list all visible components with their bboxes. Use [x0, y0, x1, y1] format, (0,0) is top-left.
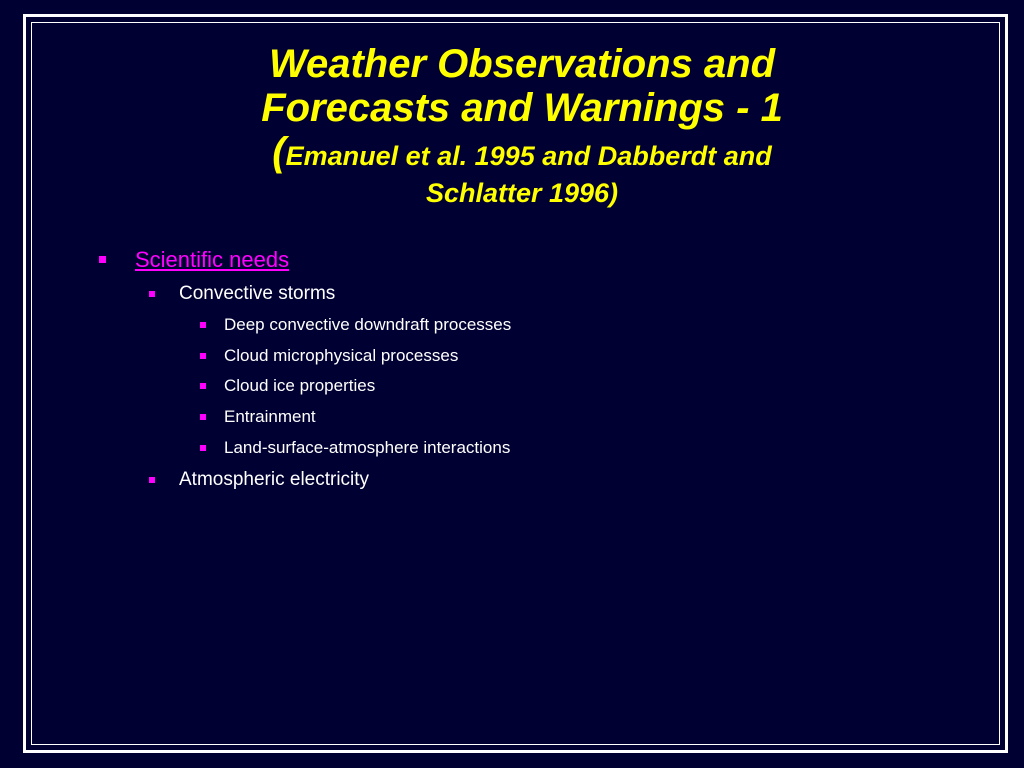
bullet-square-icon [99, 256, 106, 263]
bullet-square-icon [149, 477, 155, 483]
outline-subitem: Cloud microphysical processes [224, 346, 459, 365]
outline-subitem: Cloud ice properties [224, 376, 376, 395]
outline-item-convective-storms: Convective storms [179, 283, 336, 304]
title-line-1: Weather Observations and [268, 42, 776, 86]
bullet-square-icon [149, 291, 155, 297]
outline-subitem: Deep convective downdraft processes [224, 315, 512, 334]
section-link-scientific-needs[interactable]: Scientific needs [135, 247, 290, 272]
title-line-2: Forecasts and Warnings - 1 [261, 86, 783, 130]
subtitle-line-2: Schlatter 1996) [425, 178, 619, 208]
outline-subitem: Land-surface-atmosphere interactions [224, 438, 511, 457]
bullet-square-icon [200, 445, 206, 451]
bullet-square-icon [200, 353, 206, 359]
outline-item-atmospheric-electricity: Atmospheric electricity [179, 469, 370, 490]
bullet-square-icon [200, 414, 206, 420]
outline-subitem: Entrainment [224, 407, 316, 426]
bullet-square-icon [200, 322, 206, 328]
bullet-square-icon [200, 383, 206, 389]
subtitle-line-1: Emanuel et al. 1995 and Dabberdt and [285, 141, 772, 171]
subtitle-open-paren: ( [272, 130, 286, 174]
